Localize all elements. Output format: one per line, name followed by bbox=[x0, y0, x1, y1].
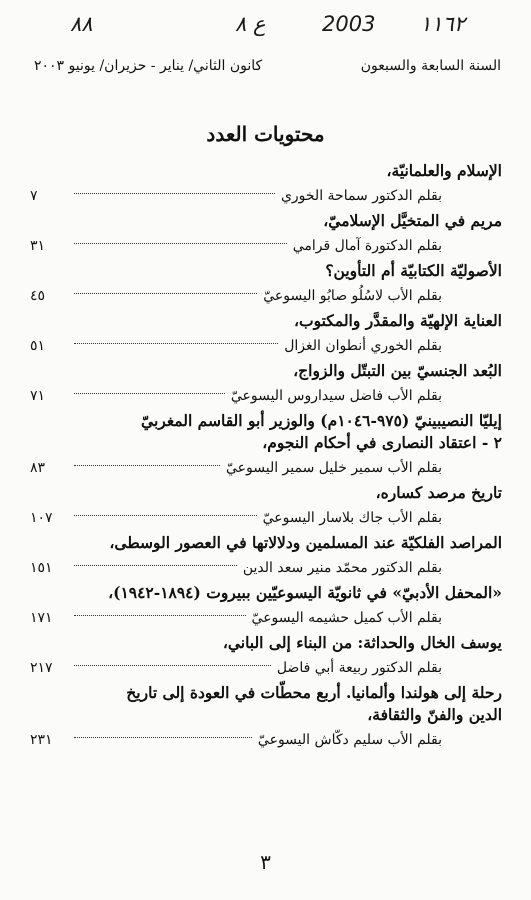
handwritten-note: 2003 bbox=[322, 12, 376, 36]
entry-page: ٧ bbox=[30, 188, 38, 204]
dot-leader bbox=[74, 293, 257, 294]
toc-entry bbox=[30, 160, 502, 210]
dot-leader bbox=[74, 393, 225, 394]
entry-title: الأصوليّة الكتابيّة أم التأوين؟ bbox=[325, 261, 502, 280]
entry-author-row bbox=[30, 454, 502, 482]
toc-entry bbox=[30, 482, 502, 532]
entry-title: «المحفل الأدبيّ» في ثانويّة اليسوعيّين ببيروت (١٨٩٤-١٩٤٢)، bbox=[108, 583, 502, 602]
entry-author-row bbox=[30, 382, 502, 410]
entry-title: مريم في المتخيَّل الإسلاميّ، bbox=[323, 211, 502, 230]
running-header bbox=[34, 58, 501, 82]
handwritten-annotations bbox=[0, 12, 531, 40]
entry-author-row bbox=[30, 504, 502, 532]
handwritten-note: ١١٦٢ bbox=[420, 12, 466, 36]
entry-page: ٥١ bbox=[30, 338, 46, 354]
entry-title: العناية الإلهيّة والمقدَّر والمكتوب، bbox=[294, 311, 502, 330]
entry-title: يوسف الخال والحداثة: من البناء إلى الباني، bbox=[222, 633, 502, 652]
entry-author: بقلم الدكتور سماحة الخوري bbox=[280, 188, 442, 204]
entry-author: بقلم الأب جاك بلاسار اليسوعيّ bbox=[262, 510, 442, 526]
handwritten-note: ٨٨ bbox=[70, 12, 93, 36]
entry-page: ١٧١ bbox=[30, 610, 53, 626]
entry-author: بقلم الأب لاسُلُو صابُو اليسوعيّ bbox=[263, 288, 442, 304]
page-number: ٣ bbox=[260, 850, 271, 874]
dot-leader bbox=[74, 615, 246, 616]
entry-author: بقلم الأب سليم دكّاش اليسوعيّ bbox=[257, 732, 442, 748]
entry-author-row bbox=[30, 654, 502, 682]
entry-author-row bbox=[30, 182, 502, 210]
entry-page: ٨٣ bbox=[30, 460, 46, 476]
entry-page: ٢١٧ bbox=[30, 660, 53, 676]
table-of-contents bbox=[30, 160, 502, 754]
entry-author-row bbox=[30, 726, 502, 754]
toc-entry bbox=[30, 410, 502, 432]
toc-title: محتويات العدد bbox=[206, 122, 325, 146]
entry-author: بقلم الدكتورة آمال قرامي bbox=[292, 238, 442, 254]
toc-entry bbox=[30, 210, 502, 260]
issue-dates: كانون الثاني/ يناير - حزيران/ يونيو ٢٠٠٣ bbox=[34, 58, 263, 74]
entry-page: ٧١ bbox=[30, 388, 46, 404]
toc-entry bbox=[30, 310, 502, 360]
entry-title: البُعد الجنسيّ بين التبتّل والزواج، bbox=[293, 361, 502, 380]
dot-leader bbox=[74, 193, 275, 194]
entry-page: ٤٥ bbox=[30, 288, 46, 304]
entry-author: بقلم الدكتور محمّد منير سعد الدين bbox=[242, 560, 442, 576]
entry-title: ٢ - اعتقاد النصارى في أحكام النجوم، bbox=[262, 433, 502, 452]
entry-author-row bbox=[30, 554, 502, 582]
entry-author-row bbox=[30, 332, 502, 360]
toc-entry bbox=[30, 360, 502, 410]
toc-entry bbox=[30, 260, 502, 310]
entry-title: تاريخ مرصد كساره، bbox=[375, 483, 502, 502]
dot-leader bbox=[74, 565, 237, 566]
entry-page: ٢٣١ bbox=[30, 732, 53, 748]
entry-author: بقلم الخوري أنطوان الغزال bbox=[284, 338, 442, 354]
dot-leader bbox=[74, 737, 252, 738]
entry-title: المراصد الفلكيّة عند المسلمين ودلالاتها في العصور الوسطى، bbox=[109, 533, 502, 552]
entry-page: ٣١ bbox=[30, 238, 46, 254]
handwritten-note: ع ٨ bbox=[235, 12, 266, 36]
toc-entry bbox=[30, 682, 502, 754]
entry-title-continued: الدين والفنّ والثقافة، bbox=[367, 705, 502, 724]
dot-leader bbox=[74, 465, 220, 466]
dot-leader bbox=[74, 243, 287, 244]
entry-page: ١٠٧ bbox=[30, 510, 53, 526]
entry-title: إيليّا النصيبينيّ (٩٧٥-١٠٤٦م) والوزير أبو القاسم المغربيّ bbox=[141, 411, 502, 430]
entry-author-row bbox=[30, 232, 502, 260]
dot-leader bbox=[74, 515, 257, 516]
dot-leader bbox=[74, 343, 278, 344]
toc-entry bbox=[30, 582, 502, 632]
dot-leader bbox=[74, 665, 271, 666]
entry-author: بقلم الأب فاضل سيداروس اليسوعيّ bbox=[230, 388, 442, 404]
entry-author: بقلم الأب سمير خليل سمير اليسوعيّ bbox=[225, 460, 442, 476]
entry-title: رحلة إلى هولندا وألمانيا. أربع محطّات في العودة إلى تاريخ bbox=[126, 683, 502, 702]
entry-author-row bbox=[30, 604, 502, 632]
toc-entry bbox=[30, 632, 502, 682]
entry-title: الإسلام والعلمانيّة، bbox=[386, 161, 502, 180]
entry-author: بقلم الأب كميل حشيمه اليسوعيّ bbox=[251, 610, 442, 626]
toc-entry bbox=[30, 432, 502, 482]
toc-entry bbox=[30, 532, 502, 582]
entry-author: بقلم الدكتور ربيعة أبي فاضل bbox=[276, 660, 442, 676]
entry-author-row bbox=[30, 282, 502, 310]
volume-label: السنة السابعة والسبعون bbox=[360, 58, 501, 74]
entry-page: ١٥١ bbox=[30, 560, 53, 576]
